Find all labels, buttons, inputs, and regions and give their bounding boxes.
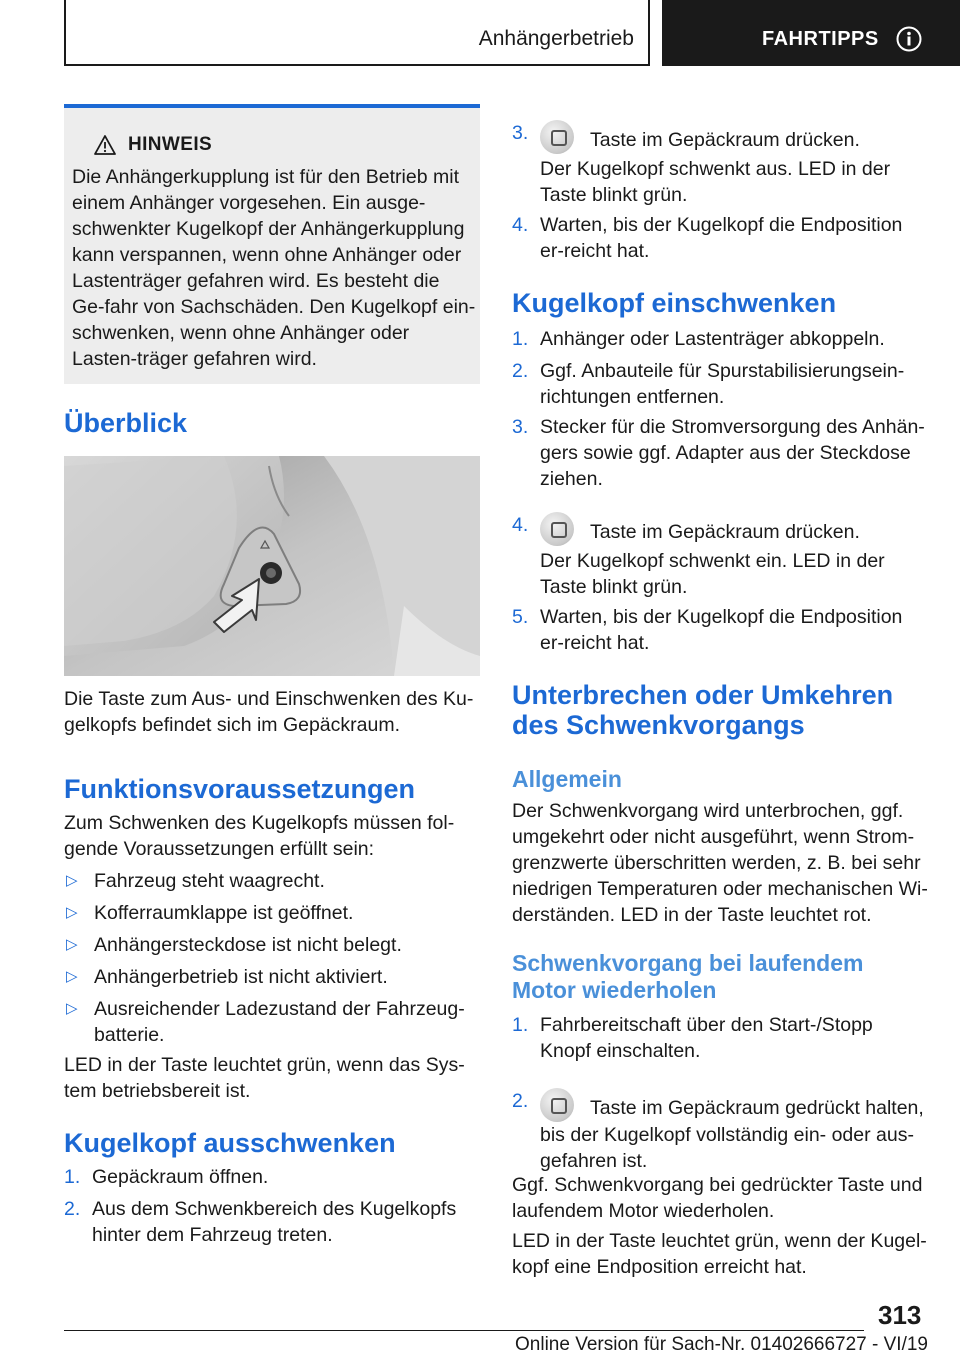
- overview-heading: Überblick: [64, 408, 188, 438]
- list-item: ▷ Anhängersteckdose ist nicht belegt.: [66, 934, 402, 956]
- list-item: ▷ Ausreichender Ladezustand der Fahrzeug-batterie.: [66, 998, 465, 1046]
- footer-text: Online Version für Sach-Nr. 01402666727 - VI/19: [515, 1334, 928, 1355]
- overview-caption: Die Taste zum Aus- und Einschwenken des Ku-gelkopfs befindet sich im Gepäckraum.: [64, 688, 474, 736]
- trunk-key-icon: [540, 1088, 574, 1122]
- swing-in-heading: Kugelkopf einschwenken: [512, 288, 837, 318]
- footer-divider: [64, 1330, 864, 1331]
- trunk-button-photo: [64, 456, 480, 676]
- general-subheading: Allgemein: [512, 766, 622, 792]
- list-item: 1. Gepäckraum öffnen.: [64, 1166, 269, 1188]
- interrupt-heading: Unterbrechen oder Umkehren des Schwenkvorgangs: [512, 680, 894, 740]
- trunk-key-icon: [540, 120, 574, 154]
- general-text: Der Schwenkvorgang wird unterbrochen, ggf. umgekehrt oder nicht ausgeführt, wenn Strom-grenzwerte überschritten werden, z. B. bei sehr niedrigen Temperaturen oder mechanischen Wi-derständen. LED in der Taste leuchtet rot.: [512, 800, 928, 926]
- trunk-key-icon: [540, 512, 574, 546]
- notice-box: [64, 104, 480, 384]
- repeat-note-1: Ggf. Schwenkvorgang bei gedrückter Taste und laufendem Motor wiederholen.: [512, 1174, 923, 1222]
- notice-text: Die Anhängerkupplung ist für den Betrieb mit einem Anhänger vorgesehen. Ein ausge-schwenkter Kugelkopf der Anhängerkupplung kann verspannen, wenn ohne Anhänger oder Lastenträger gefahren wird. Es besteht die Ge-fahr von Sachschäden. Den Kugelkopf ein-schwenken, wenn ohne Anhänger oder Lasten-träger gefahren wird.: [72, 166, 476, 370]
- list-item: 2. Aus dem Schwenkbereich des Kugelkopfs hinter dem Fahrzeug treten.: [64, 1198, 457, 1246]
- info-icon[interactable]: [896, 26, 922, 52]
- repeat-note-2: LED in der Taste leuchtet grün, wenn der Kugel-kopf eine Endposition erreicht hat.: [512, 1230, 927, 1278]
- requirements-intro: Zum Schwenken des Kugelkopfs müssen fol-gende Voraussetzungen erfüllt sein:: [64, 812, 455, 860]
- list-item: 5. Warten, bis der Kugelkopf die Endposition er-reicht hat.: [512, 606, 903, 654]
- triangle-bullet-icon: ▷: [66, 872, 78, 889]
- list-item: ▷ Kofferraumklappe ist geöffnet.: [66, 902, 354, 924]
- repeat-subheading: Schwenkvorgang bei laufendem Motor wiederholen: [512, 950, 864, 1003]
- notice-title-row: [94, 134, 212, 156]
- step-sub-text: Der Kugelkopf schwenkt aus. LED in der Taste blinkt grün.: [540, 158, 891, 206]
- list-item: 3. Stecker für die Stromversorgung des Anhän-gers sowie ggf. Adapter aus der Steckdose ziehen.: [512, 416, 925, 490]
- triangle-bullet-icon: ▷: [66, 904, 78, 921]
- list-item: ▷ Fahrzeug steht waagrecht.: [66, 870, 325, 892]
- list-item: 1. Anhänger oder Lastenträger abkoppeln.: [512, 328, 885, 350]
- list-item: 2. Taste im Gepäckraum gedrückt halten, bis der Kugelkopf vollständig ein- oder aus-gefahren ist.: [512, 1090, 924, 1172]
- list-item: ▷ Anhängerbetrieb ist nicht aktiviert.: [66, 966, 388, 988]
- list-item: 4. Taste im Gepäckraum drücken.: [512, 512, 928, 546]
- header-section-title: Anhängerbetrieb: [478, 27, 634, 50]
- notice-title: HINWEIS: [128, 134, 213, 155]
- triangle-bullet-icon: ▷: [66, 936, 78, 953]
- list-item: 2. Ggf. Anbauteile für Spurstabilisierungsein-richtungen entfernen.: [512, 360, 905, 408]
- page-number: 313: [878, 1300, 922, 1330]
- swing-out-heading: Kugelkopf ausschwenken: [64, 1128, 396, 1158]
- list-item: 1. Fahrbereitschaft über den Start-/Stopp Knopf einschalten.: [512, 1014, 873, 1062]
- triangle-bullet-icon: ▷: [66, 968, 78, 985]
- list-item: 4. Warten, bis der Kugelkopf die Endposition er-reicht hat.: [512, 214, 903, 262]
- header-chapter-title[interactable]: FAHRTIPPS: [762, 28, 879, 50]
- requirements-heading: Funktionsvoraussetzungen: [64, 774, 416, 804]
- list-item: 3. Taste im Gepäckraum drücken.: [512, 120, 928, 154]
- warning-icon: [94, 135, 116, 155]
- requirements-outro: LED in der Taste leuchtet grün, wenn das Sys-tem betriebsbereit ist.: [64, 1054, 465, 1102]
- triangle-bullet-icon: ▷: [66, 1000, 78, 1017]
- step-sub-text: Der Kugelkopf schwenkt ein. LED in der Taste blinkt grün.: [540, 550, 885, 598]
